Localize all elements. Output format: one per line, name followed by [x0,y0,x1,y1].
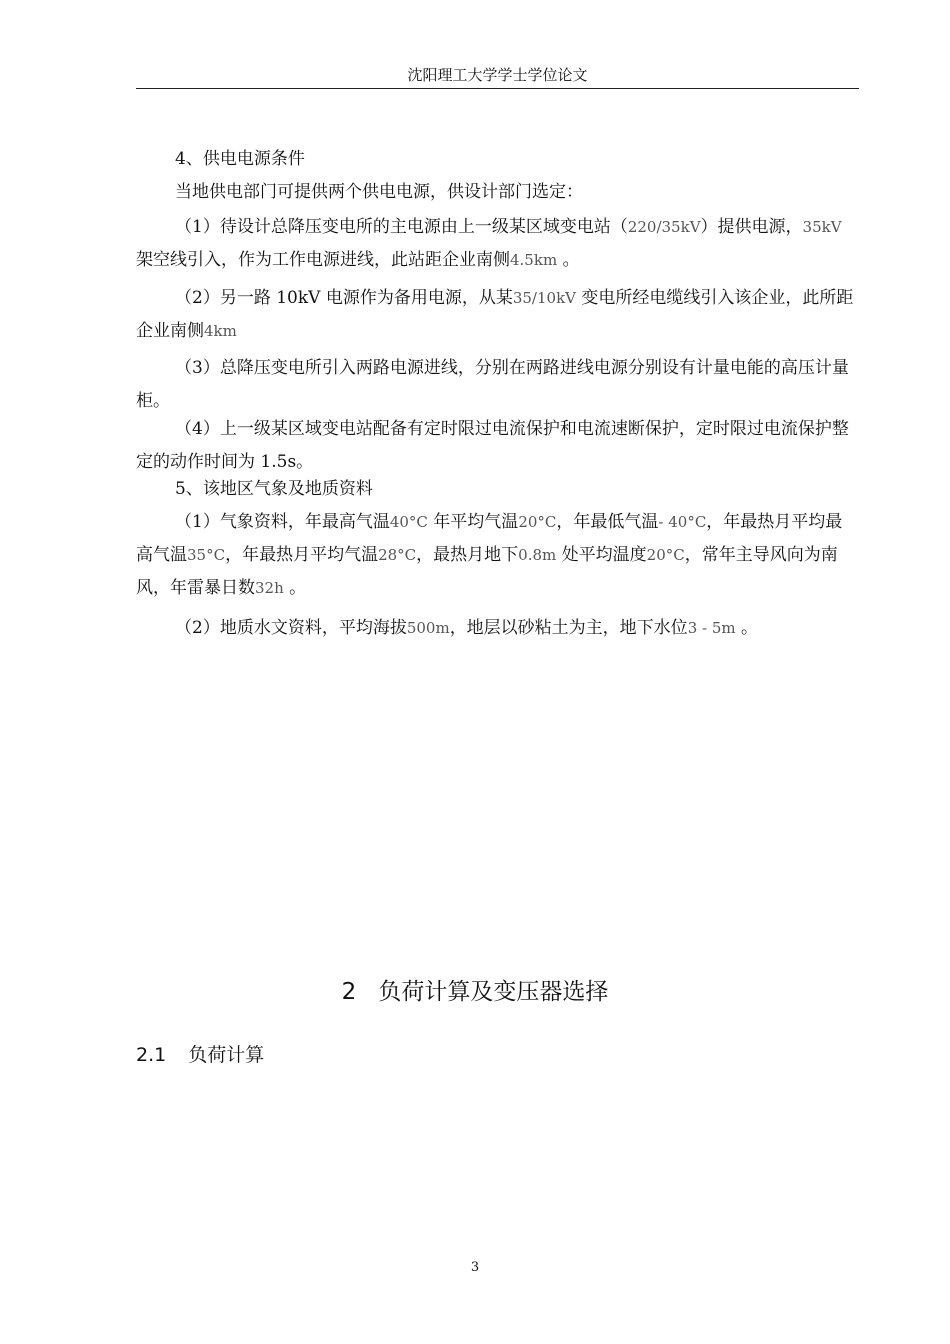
math-altitude: 500m [406,619,450,637]
math-voltage-ratio: 35/10kV [512,289,576,307]
chapter-heading [0,972,950,1012]
section-heading [136,1038,264,1072]
math-depth: 0.8m [518,546,557,564]
text-run: ，年最热月平均最高气温 [136,512,843,565]
math-temperature: 28°C [378,546,417,564]
text-run: （1）待设计总降压变电所的主电源由上一级某区域变电站（ [175,217,628,237]
text-run: ，地层以砂粘土为主，地下水位 [449,618,688,638]
header-title: 沈阳理工大学学士学位论文 [407,66,588,84]
math-depth-range: 3 - 5m [687,619,736,637]
math-temperature: 35°C [187,546,226,564]
text-run: 年平均气温 [427,512,519,532]
math-voltage-ratio: 220/35kV [627,218,701,236]
text-run: 变电所经电缆线引入该企业，此所距企业南侧 [136,288,854,341]
math-distance: 4.5km [510,251,558,269]
text-run: ）提供电源， [700,217,803,237]
section-5-heading: 5、该地区气象及地质资料 [175,479,373,499]
math-hours: 32h [255,579,284,597]
math-temperature: - 40°C [658,513,707,531]
text-run: ，常年主导风向为南风，年雷暴日数 [136,545,838,598]
section-4-item-4: （4）上一级某区域变电站配备有定时限过电流保护和电流速断保护，定时限过电流保护整定的动作时间为 1.5s。 [136,419,849,472]
text-run: 架空线引入，作为工作电源进线，此站距企业南侧 [136,250,510,270]
math-temperature: 20°C [646,546,685,564]
section-4-item-2 [136,282,859,348]
math-temperature: 20°C [518,513,557,531]
text-run: （2）地质水文资料，平均海拔 [175,618,407,638]
page-header [136,62,859,89]
text-run: 处平均温度 [556,545,647,565]
chapter-number: 2 [341,979,357,1005]
math-temperature: 40°C [389,513,428,531]
section-5-item-2 [136,612,859,645]
page-number: 3 [470,1260,480,1275]
text-run: 。 [557,250,580,270]
math-distance: 4km [204,322,237,340]
text-run: （2）另一路 10kV 电源作为备用电源，从某 [175,288,513,308]
section-title: 负荷计算 [188,1044,265,1066]
section-4-heading: 4、供电电源条件 [175,149,305,169]
text-run: ，年最热月平均气温 [225,545,379,565]
section-4-item-3: （3）总降压变电所引入两路电源进线，分别在两路进线电源分别设有计量电能的高压计量柜。 [136,358,849,411]
chapter-title: 负荷计算及变压器选择 [378,979,609,1005]
text-run: 。 [283,578,307,598]
text-run: ，最热月地下 [416,545,519,565]
section-5-item-1 [136,506,859,605]
math-voltage: 35kV [802,218,842,236]
section-4-item-1 [136,211,859,277]
text-run: （1）气象资料，年最高气温 [175,512,390,532]
section-number: 2.1 [136,1044,167,1066]
text-run: ，年最低气温 [556,512,659,532]
text-run: 。 [735,618,759,638]
section-4-intro: 当地供电部门可提供两个供电电源，供设计部门选定： [175,182,583,202]
